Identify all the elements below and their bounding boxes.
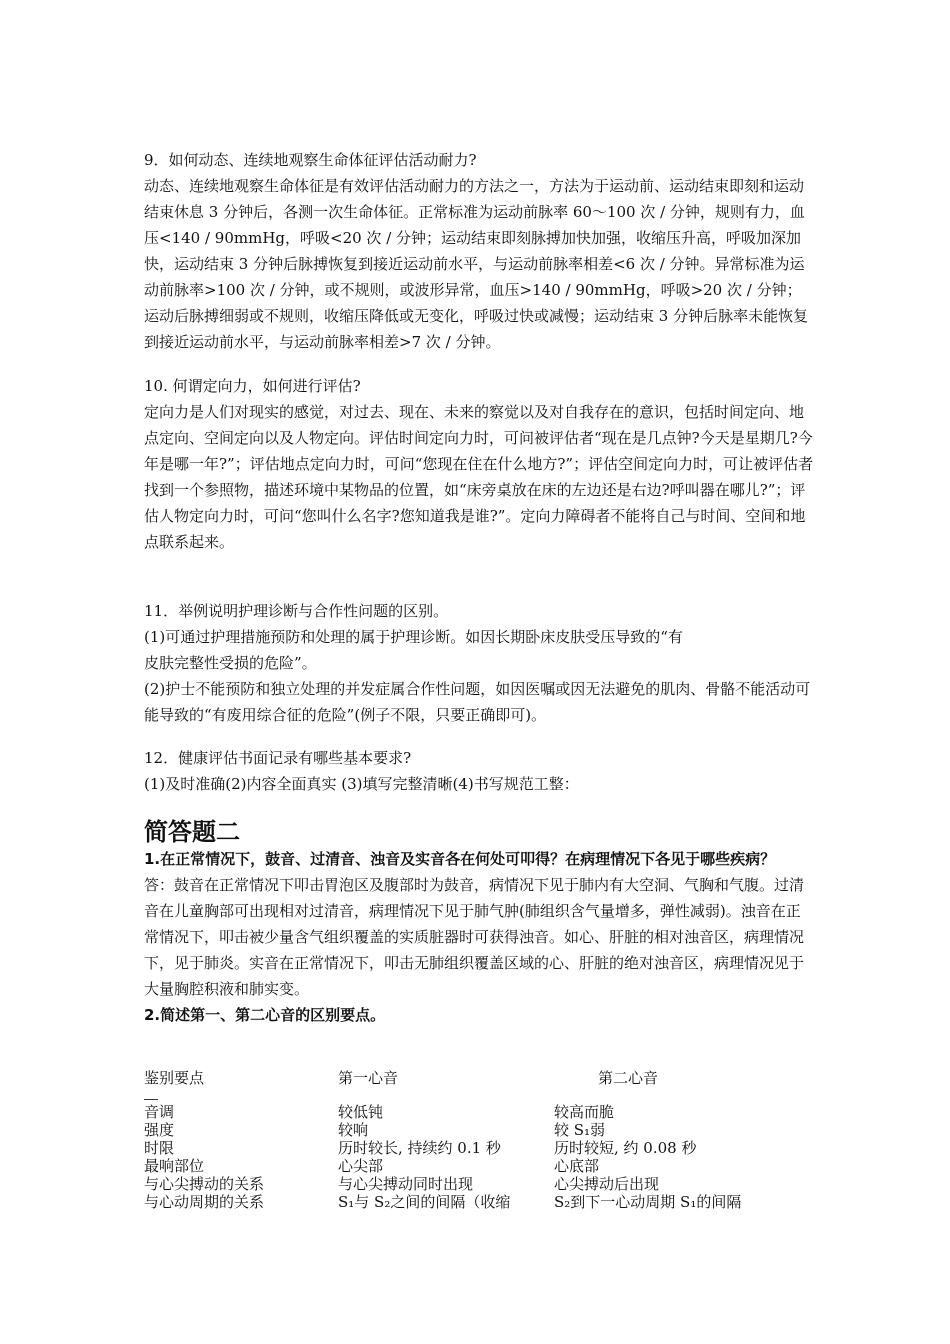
table-cell: 心尖搏动后出现 (554, 1175, 660, 1193)
table-cell: S₂到下一心动周期 S₁的间隔 (554, 1193, 742, 1211)
table-cell: S₁与 S₂之间的间隔（收缩 (338, 1193, 511, 1211)
table-cell: 心尖部 (338, 1157, 384, 1175)
table-cell: 最响部位 (144, 1157, 205, 1175)
section-2-question-1-title: 1.在正常情况下，鼓音、过清音、浊音及实音各在何处可叩得？在病理情况下各见于哪些疾病？ (144, 850, 776, 868)
question-11-point-1a: (1)可通过护理措施预防和处理的属于护理诊断。如因长期卧床皮肤受压导致的“有 (144, 628, 683, 646)
header-cell-criteria: 鉴别要点 (144, 1069, 205, 1087)
table-cell: 与心尖搏动的关系 (144, 1175, 265, 1193)
question-10-title: 10. 何谓定向力，如何进行评估? (144, 377, 361, 395)
table-cell: 与心尖搏动同时出现 (338, 1175, 474, 1193)
table-cell: 较响 (338, 1121, 369, 1139)
question-11 (144, 598, 814, 728)
question-11-point-1b: 皮肤完整性受损的危险”。 (144, 654, 317, 672)
table-body (144, 1103, 824, 1211)
table-cell: 较低钝 (338, 1103, 384, 1121)
table-cell: 较 S₁弱 (554, 1121, 606, 1139)
section-2-content (144, 846, 814, 1028)
table-cell: 强度 (144, 1121, 175, 1139)
section-heading: 简答题二 (144, 818, 240, 846)
section-2-question-1-answer: 答：鼓音在正常情况下叩击胃泡区及腹部时为鼓音，病情况下见于肺内有大空洞、气胸和气腹。过清音在儿童胸部可出现相对过清音，病理情况下见于肺气肿(肺组织含气量增多，弹性减弱)。浊音在正常情况下，叩击被少量含气组织覆盖的实质脏器时可获得浊音。如心、肝脏的相对浊音区，病理情况下，见于肺炎。实音在正常情况下，叩击无肺组织覆盖区域的心、肝脏的绝对浊音区，病理情况见于大量胸腔积液和肺实变。 (144, 876, 805, 998)
table-cell: 历时较长, 持续约 0.1 秒 (338, 1139, 501, 1157)
table-cell: 与心动周期的关系 (144, 1193, 265, 1211)
section-2-question-2-title: 2.简述第一、第二心音的区别要点。 (144, 1006, 386, 1024)
question-12-answer: (1)及时准确(2)内容全面真实 (3)填写完整清晰(4)书写规范工整： (144, 775, 579, 793)
header-cell-s2: 第二心音 (598, 1069, 659, 1087)
question-10 (144, 373, 814, 555)
question-11-title: 11．举例说明护理诊断与合作性问题的区别。 (144, 602, 449, 620)
question-12-title: 12．健康评估书面记录有哪些基本要求? (144, 749, 412, 767)
heart-sound-table (144, 1065, 824, 1211)
table-cell: 时限 (144, 1139, 175, 1157)
question-9-answer: 动态、连续地观察生命体征是有效评估活动耐力的方法之一，方法为于运动前、运动结束即刻和运动结束休息 3 分钟后，各测一次生命体征。正常标准为运动前脉率 60～100 次 / 分钟，规则有力，血压<140 / 90mmHg，呼吸<20 次 / 分钟；运动结束即刻脉搏加快加强，收缩压升高，呼吸加深加快，运动结束 3 分钟后脉搏恢复到接近运动前水平，与运动前脉率相差<6 次 / 分钟。异常标准为运动前脉率>100 次 / 分钟，或不规则，或波形异常，血压>140 / 90mmHg，呼吸>20 次 / 分钟；运动后脉搏细弱或不规则，收缩压降低或无变化，呼吸过快或减慢；运动结束 3 分钟后脉率未能恢复到接近运动前水平，与运动前脉率相差>7 次 / 分钟。 (144, 177, 809, 351)
table-header (144, 1065, 824, 1093)
question-11-point-2: (2)护士不能预防和独立处理的并发症属合作性问题，如因医嘱或因无法避免的肌肉、骨骼不能活动可能导致的“有废用综合征的危险”(例子不限，只要正确即可)。 (144, 680, 811, 724)
header-cell-s1: 第一心音 (338, 1069, 399, 1087)
table-row (144, 1175, 824, 1193)
question-10-answer: 定向力是人们对现实的感觉，对过去、现在、未来的察觉以及对自我存在的意识，包括时间定向、地点定向、空间定向以及人物定向。评估时间定向力时，可问被评估者“现在是几点钟?今天是星期几?今年是哪一年?”；评估地点定向力时，可问“您现在住在什么地方?”；评估空间定向力时，可让被评估者找到一个参照物，描述环境中某物品的位置，如“床旁桌放在床的左边还是右边?呼叫器在哪儿?”；评估人物定向力时，可问“您叫什么名字?您知道我是谁?”。定向力障碍者不能将自己与时间、空间和地点联系起来。 (144, 403, 814, 551)
table-row (144, 1193, 824, 1211)
table-row (144, 1121, 824, 1139)
question-9-title: 9．如何动态、连续地观察生命体征评估活动耐力? (144, 151, 477, 169)
table-cell: 较高而脆 (554, 1103, 615, 1121)
table-cell: 历时较短, 约 0.08 秒 (554, 1139, 697, 1157)
table-row (144, 1103, 824, 1121)
question-9 (144, 147, 814, 355)
table-cell: 心底部 (554, 1157, 600, 1175)
table-row (144, 1139, 824, 1157)
question-12 (144, 745, 814, 797)
table-row (144, 1157, 824, 1175)
table-cell: 音调 (144, 1103, 175, 1121)
table-divider (144, 1099, 158, 1100)
